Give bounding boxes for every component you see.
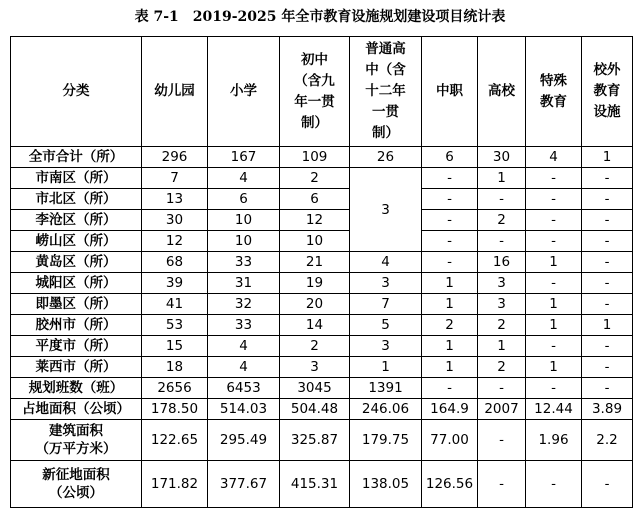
table-cell: 1 — [478, 336, 526, 357]
row-label: 莱西市（所） — [11, 357, 142, 378]
table-cell: 68 — [142, 252, 208, 273]
table-cell: - — [422, 168, 478, 189]
column-header-line: 教育 — [593, 83, 621, 99]
table-cell: 246.06 — [350, 399, 422, 420]
row-label-line: 新征地面积 — [42, 467, 110, 483]
table-cell: - — [582, 189, 633, 210]
table-cell: 1 — [526, 294, 582, 315]
table-cell: - — [422, 231, 478, 252]
table-cell: - — [526, 231, 582, 252]
table-cell: 122.65 — [142, 420, 208, 461]
table-cell: 19 — [280, 273, 350, 294]
table-row — [11, 336, 633, 357]
table-cell: 3 — [350, 168, 422, 252]
column-header — [11, 37, 142, 147]
table-cell: - — [422, 210, 478, 231]
table-cell: 12 — [280, 210, 350, 231]
table-cell: 1391 — [350, 378, 422, 399]
row-label — [11, 461, 142, 508]
table-cell: 12.44 — [526, 399, 582, 420]
column-header-line: 一贯 — [372, 104, 399, 120]
table-cell: 325.87 — [280, 420, 350, 461]
table-cell: 4 — [208, 336, 280, 357]
table-cell: 2656 — [142, 378, 208, 399]
table-cell: 126.56 — [422, 461, 478, 508]
table-cell: 1 — [582, 147, 633, 168]
table-cell: - — [526, 189, 582, 210]
row-label: 占地面积（公顷） — [11, 399, 142, 420]
table-cell: 12 — [142, 231, 208, 252]
table-cell: 32 — [208, 294, 280, 315]
table-cell: 2 — [478, 315, 526, 336]
table-row — [11, 294, 633, 315]
table-cell: 4 — [350, 252, 422, 273]
table-cell: 164.9 — [422, 399, 478, 420]
column-header-line: 中职 — [436, 83, 463, 99]
table-cell: 18 — [142, 357, 208, 378]
column-header-line: 特殊 — [540, 72, 567, 89]
table-cell: - — [526, 273, 582, 294]
table-cell: 377.67 — [208, 461, 280, 508]
table-cell: 6 — [208, 189, 280, 210]
table-cell: 4 — [208, 357, 280, 378]
column-header-line: 校外 — [593, 62, 621, 78]
table-cell: 39 — [142, 273, 208, 294]
table-cell: - — [582, 273, 633, 294]
column-header — [478, 37, 526, 147]
table-cell: 33 — [208, 252, 280, 273]
table-cell: 138.05 — [350, 461, 422, 508]
table-cell: 6 — [422, 147, 478, 168]
table-cell: 167 — [208, 147, 280, 168]
table-cell: 295.49 — [208, 420, 280, 461]
column-header — [142, 37, 208, 147]
column-header-line: 普通高 — [365, 41, 406, 57]
table-cell: - — [478, 189, 526, 210]
table-cell: - — [478, 461, 526, 508]
table-cell: 31 — [208, 273, 280, 294]
table-cell: - — [582, 210, 633, 231]
column-header — [208, 37, 280, 147]
table-cell: 20 — [280, 294, 350, 315]
table-cell: - — [478, 231, 526, 252]
column-header-line: 幼儿园 — [154, 83, 195, 99]
table-row — [11, 315, 633, 336]
education-facilities-table — [10, 36, 633, 508]
table-cell: - — [582, 461, 633, 508]
table-cell: 3 — [478, 294, 526, 315]
table-cell: 5 — [350, 315, 422, 336]
table-cell: 3 — [280, 357, 350, 378]
column-header-line: 制） — [372, 125, 399, 141]
table-cell: 2.2 — [582, 420, 633, 461]
table-row — [11, 147, 633, 168]
table-cell: 21 — [280, 252, 350, 273]
column-header-line: （含九 — [294, 72, 335, 89]
row-label: 市南区（所） — [11, 168, 142, 189]
table-row — [11, 461, 633, 508]
table-cell: 2 — [478, 210, 526, 231]
column-header — [422, 37, 478, 147]
column-header — [350, 37, 422, 147]
table-cell: 3 — [478, 273, 526, 294]
table-cell: 2 — [478, 357, 526, 378]
table-cell: 10 — [208, 231, 280, 252]
table-cell: 3045 — [280, 378, 350, 399]
table-cell: 296 — [142, 147, 208, 168]
table-row — [11, 420, 633, 461]
table-cell: - — [422, 378, 478, 399]
row-label: 李沧区（所） — [11, 210, 142, 231]
table-cell: 1 — [526, 252, 582, 273]
table-cell: 4 — [208, 168, 280, 189]
column-header-line: 十二年 — [365, 83, 406, 99]
row-label-line: （公顷） — [49, 485, 103, 501]
table-cell: 2 — [422, 315, 478, 336]
column-header — [280, 37, 350, 147]
column-header-line: 分类 — [62, 83, 90, 99]
table-cell: 1 — [478, 168, 526, 189]
column-header-line: 高校 — [488, 83, 515, 99]
table-cell: - — [526, 210, 582, 231]
table-cell: 1 — [582, 315, 633, 336]
table-cell: 3 — [350, 336, 422, 357]
table-cell: 41 — [142, 294, 208, 315]
table-cell: - — [526, 168, 582, 189]
table-cell: 178.50 — [142, 399, 208, 420]
table-cell: 6 — [280, 189, 350, 210]
row-label: 平度市（所） — [11, 336, 142, 357]
table-row — [11, 168, 633, 189]
table-cell: 13 — [142, 189, 208, 210]
column-header-line: 中（含 — [365, 62, 406, 78]
table-cell: 15 — [142, 336, 208, 357]
table-cell: - — [582, 378, 633, 399]
table-cell: - — [582, 231, 633, 252]
table-cell: 14 — [280, 315, 350, 336]
table-caption — [0, 0, 640, 34]
row-label: 规划班数（班） — [11, 378, 142, 399]
table-cell: 2 — [280, 168, 350, 189]
table-cell: - — [422, 189, 478, 210]
table-cell: 26 — [350, 147, 422, 168]
column-header-line: 制） — [301, 114, 328, 131]
table-cell: 30 — [142, 210, 208, 231]
row-label: 城阳区（所） — [11, 273, 142, 294]
table-cell: - — [582, 168, 633, 189]
table-cell: 10 — [280, 231, 350, 252]
table-cell: - — [582, 357, 633, 378]
column-header-line: 初中 — [301, 51, 328, 68]
table-row — [11, 357, 633, 378]
table-cell: 77.00 — [422, 420, 478, 461]
row-label — [11, 420, 142, 461]
table-cell: 1 — [526, 315, 582, 336]
table-cell: 504.48 — [280, 399, 350, 420]
header-row — [11, 37, 633, 147]
row-label: 胶州市（所） — [11, 315, 142, 336]
table-row — [11, 273, 633, 294]
table-cell: 7 — [350, 294, 422, 315]
table-cell: 109 — [280, 147, 350, 168]
table-title: 2019-2025 年全市教育设施规划建设项目统计表 — [192, 9, 506, 25]
table-cell: - — [478, 420, 526, 461]
column-header-line: 年一贯 — [294, 93, 335, 110]
table-cell: - — [526, 336, 582, 357]
table-row — [11, 189, 633, 210]
table-number: 表 7-1 — [134, 9, 179, 25]
table-cell: 6453 — [208, 378, 280, 399]
table-cell: 3 — [350, 273, 422, 294]
table-cell: 1 — [526, 357, 582, 378]
table-row — [11, 378, 633, 399]
row-label: 市北区（所） — [11, 189, 142, 210]
table-cell: 1 — [422, 336, 478, 357]
table-cell: 16 — [478, 252, 526, 273]
table-cell: 1 — [422, 294, 478, 315]
table-cell: 1 — [422, 357, 478, 378]
table-cell: 1 — [422, 273, 478, 294]
table-cell: - — [478, 378, 526, 399]
row-label: 黄岛区（所） — [11, 252, 142, 273]
table-cell: 7 — [142, 168, 208, 189]
table-cell: 415.31 — [280, 461, 350, 508]
table-cell: 2 — [280, 336, 350, 357]
column-header-line: 设施 — [593, 104, 621, 120]
table-cell: - — [526, 461, 582, 508]
table-cell: - — [582, 294, 633, 315]
table-cell: 179.75 — [350, 420, 422, 461]
table-cell: 4 — [526, 147, 582, 168]
row-label: 崂山区（所） — [11, 231, 142, 252]
table-cell: 10 — [208, 210, 280, 231]
column-header — [582, 37, 633, 147]
table-cell: - — [526, 378, 582, 399]
row-label-line: （万平方米） — [35, 441, 117, 457]
table-cell: 3.89 — [582, 399, 633, 420]
row-label: 全市合计（所） — [11, 147, 142, 168]
column-header — [526, 37, 582, 147]
row-label-line: 建筑面积 — [49, 423, 103, 439]
table-cell: 30 — [478, 147, 526, 168]
column-header-line: 小学 — [230, 83, 257, 99]
table-cell: 53 — [142, 315, 208, 336]
table-cell: 2007 — [478, 399, 526, 420]
table-cell: - — [422, 252, 478, 273]
table-cell: 1.96 — [526, 420, 582, 461]
table-cell: 33 — [208, 315, 280, 336]
table-row — [11, 210, 633, 231]
table-cell: - — [582, 336, 633, 357]
table-row — [11, 399, 633, 420]
column-header-line: 教育 — [540, 93, 567, 110]
row-label: 即墨区（所） — [11, 294, 142, 315]
table-cell: 171.82 — [142, 461, 208, 508]
table-row — [11, 252, 633, 273]
table-row — [11, 231, 633, 252]
table-cell: 514.03 — [208, 399, 280, 420]
table-cell: - — [582, 252, 633, 273]
table-cell: 1 — [350, 357, 422, 378]
